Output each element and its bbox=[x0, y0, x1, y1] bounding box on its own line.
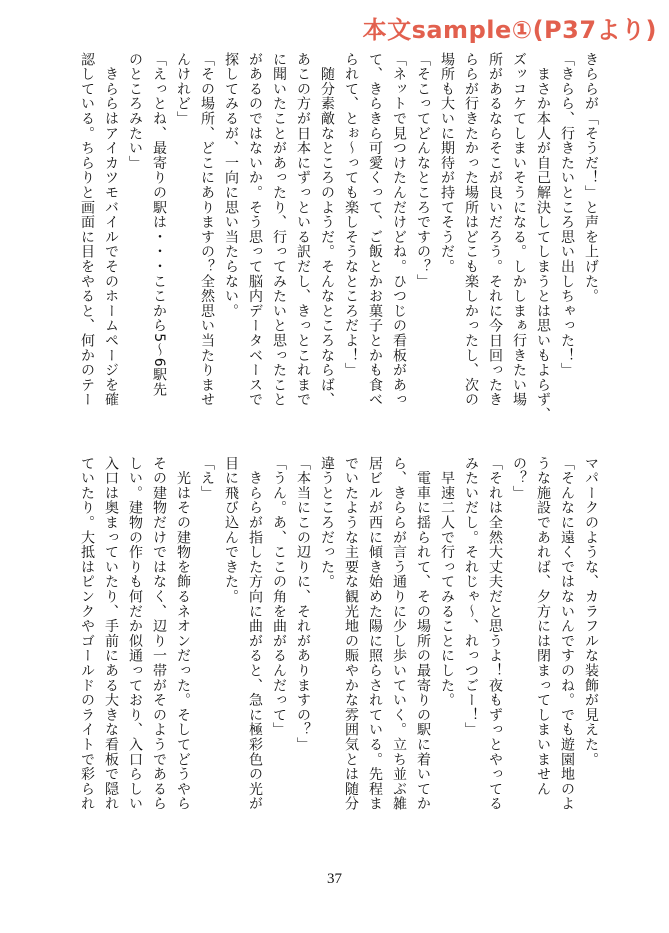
text-line: 目に飛び込んできた。 bbox=[223, 456, 239, 604]
text-line: 「えっとね、最寄りの駅は・・・ここから5～6駅先 bbox=[151, 52, 167, 398]
text-line: きららが「そうだ！」と声を上げた。 bbox=[583, 52, 599, 304]
text-line: に聞いたことがあったり、行ってみたいと思ったこと bbox=[271, 52, 287, 408]
text-line: その建物だけではなく、辺り一帯がそのようであるら bbox=[151, 456, 167, 812]
text-line: 早速二人で行ってみることにした。 bbox=[439, 456, 455, 708]
text-line: あこの方が日本にずっといる訳だし、きっとこれまで bbox=[295, 52, 311, 408]
text-line: でいたような主要な観光地の賑やかな雰囲気とは随分 bbox=[343, 456, 359, 812]
text-line: 探してみるが、一向に思い当たらない。 bbox=[223, 52, 239, 319]
text-line: 違うところだった。 bbox=[319, 456, 335, 590]
text-line: 「そこってどんなところですの？」 bbox=[415, 52, 431, 289]
text-line: 所があるならそこが良いだろう。それに今日回ったき bbox=[487, 52, 503, 408]
text-line: うな施設であれば、夕方には閉まってしまいません bbox=[535, 456, 551, 797]
text-line: みたいだし。それじゃ～、れっつごー！」 bbox=[463, 456, 479, 738]
text-line: 電車に揺られて、その場所の最寄りの駅に着いてか bbox=[415, 456, 431, 812]
text-line: 「それは全然大丈夫だと思うよ！夜もずっとやってる bbox=[487, 456, 503, 812]
text-line: 「その場所、どこにありますの？全然思い当たりませ bbox=[199, 52, 215, 408]
text-line: 随分素敵なところのようだ。そんなところならば、 bbox=[319, 52, 335, 408]
text-line: んけれど」 bbox=[175, 52, 191, 126]
upper-text-block bbox=[75, 52, 603, 432]
text-line: ズッコケてしまいそうになる。しかしまぁ行きたい場 bbox=[511, 52, 527, 408]
text-line: 「ネットで見つけたんだけどね。ひつじの看板があっ bbox=[391, 52, 407, 408]
text-line: 場所も大いに期待が持てそうだ。 bbox=[439, 52, 455, 274]
text-line: 「うん。あ、ここの角を曲がるんだって」 bbox=[271, 456, 287, 738]
text-line: ららが行きたかった場所はどこも楽しかったし、次の bbox=[463, 52, 479, 408]
text-line: 「本当にこの辺りに、それがありますの？」 bbox=[295, 456, 311, 752]
text-line: られて、とぉ～っても楽しそうなところだよ！」 bbox=[343, 52, 359, 378]
text-line: の？」 bbox=[511, 456, 527, 501]
text-line: ら、きららが言う通りに少し歩いていく。立ち並ぶ雑 bbox=[391, 456, 407, 812]
page-title: 本文sample①(P37より) bbox=[362, 16, 657, 44]
text-line: 入口は奥まっていたり、手前にある大きな看板で隠れ bbox=[103, 456, 119, 812]
text-line: まさか本人が自己解決してしまうとは思いもよらず、 bbox=[535, 52, 551, 422]
text-line: きららはアイカツモバイルでそのホームページを確 bbox=[103, 52, 119, 408]
text-line: 「きらら、行きたいところ思い出しちゃった！」 bbox=[559, 52, 575, 378]
text-line: 認している。ちらりと画面に目をやると、何かのテー bbox=[79, 52, 95, 408]
text-line: ていたり。大抵はピンクやゴールドのライトで彩られ bbox=[79, 456, 95, 812]
text-line: 「そんなに遠くではないんですのね。でも遊園地のよ bbox=[559, 456, 575, 812]
text-line: しい。建物の作りも何だか似通っており、入口らしい bbox=[127, 456, 143, 812]
text-line: 光はその建物を飾るネオンだった。そしてどうやら bbox=[175, 456, 191, 812]
text-line: 居ビルが西に傾き始めた陽に照らされている。先程ま bbox=[367, 456, 383, 812]
text-line: て、きらきら可愛くって、ご飯とかお菓子とかも食べ bbox=[367, 52, 383, 408]
text-line: があるのではないか。そう思って脳内データベースで bbox=[247, 52, 263, 408]
page-number: 37 bbox=[327, 871, 342, 887]
text-line: きららが指した方向に曲がると、急に極彩色の光が bbox=[247, 456, 263, 812]
text-line: マパークのような、カラフルな装飾が見えた。 bbox=[583, 456, 599, 767]
lower-text-block bbox=[75, 456, 603, 836]
text-line: のところみたい」 bbox=[127, 52, 143, 171]
text-line: 「え」 bbox=[199, 456, 215, 501]
